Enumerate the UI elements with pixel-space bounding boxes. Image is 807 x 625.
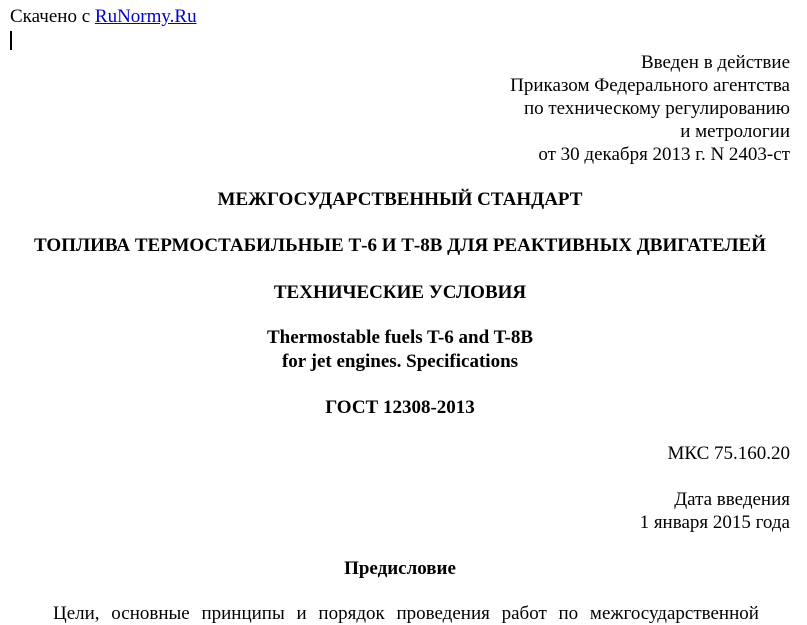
english-title-line: Thermostable fuels T-6 and T-8B <box>266 327 534 348</box>
document-type-heading: МЕЖГОСУДАРСТВЕННЫЙ СТАНДАРТ <box>217 189 583 210</box>
enactment-line: по техническому регулированию <box>523 98 790 119</box>
source-link[interactable]: RuNormy.Ru <box>94 6 197 27</box>
source-line <box>10 5 197 29</box>
enactment-line: Введен в действие <box>640 52 790 73</box>
document-subtitle: ТЕХНИЧЕСКИЕ УСЛОВИЯ <box>273 282 527 303</box>
preface-heading: Предисловие <box>344 558 456 579</box>
enactment-line: от 30 декабря 2013 г. N 2403-ст <box>538 144 790 165</box>
source-prefix: Скачено с <box>10 6 95 27</box>
preface-paragraph: Цели, основные принципы и порядок проведения работ по межгосударственной <box>53 603 759 624</box>
english-title <box>0 326 800 374</box>
document-title: ТОПЛИВА ТЕРМОСТАБИЛЬНЫЕ Т-6 И Т-8В ДЛЯ РЕАКТИВНЫХ ДВИГАТЕЛЕЙ <box>34 235 766 256</box>
mks-code: МКС 75.160.20 <box>667 443 790 464</box>
enactment-line: и метрологии <box>680 121 790 142</box>
enactment-block <box>510 51 790 166</box>
text-cursor <box>10 31 12 50</box>
standard-code: ГОСТ 12308-2013 <box>325 397 475 418</box>
english-title-line: for jet engines. Specifications <box>281 351 519 372</box>
effective-date-label: Дата введения <box>674 489 790 510</box>
effective-date-block <box>640 488 790 534</box>
effective-date-value: 1 января 2015 года <box>639 512 790 533</box>
enactment-line: Приказом Федерального агентства <box>510 75 790 96</box>
